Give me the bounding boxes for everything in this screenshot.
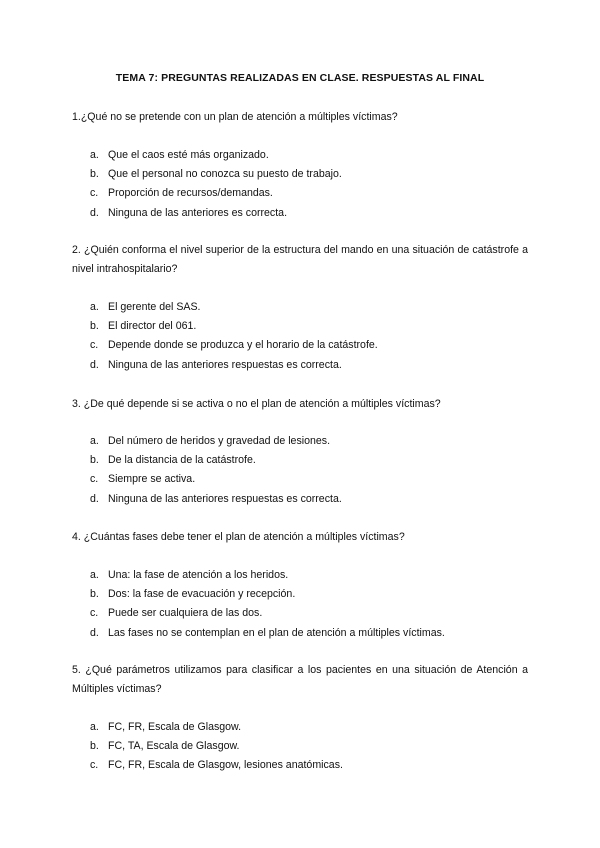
option-marker: c. xyxy=(90,607,99,620)
option-text: De la distancia de la catástrofe. xyxy=(108,454,256,467)
question-4: 4. ¿Cuántas fases debe tener el plan de atención a múltiples víctimas? xyxy=(72,531,405,543)
option-marker: a. xyxy=(90,435,99,447)
option-marker: d. xyxy=(90,206,99,219)
question-2: 2. ¿Quién conforma el nivel superior de la estructura del mando en una situación de catástrofe a nivel intrahospitalario? xyxy=(72,244,528,275)
option-text: Ninguna de las anteriores es correcta. xyxy=(108,206,288,219)
option-text: FC, FR, Escala de Glasgow, lesiones anatómicas. xyxy=(108,759,343,772)
option-marker: d. xyxy=(90,626,99,639)
option-text: Proporción de recursos/demandas. xyxy=(108,187,273,200)
option-text: FC, TA, Escala de Glasgow. xyxy=(108,740,240,753)
option-text: Depende donde se produzca y el horario de la catástrofe. xyxy=(108,339,378,352)
option-marker: b. xyxy=(90,320,99,333)
option-marker: c. xyxy=(90,339,99,352)
question-3: 3. ¿De qué depende si se activa o no el plan de atención a múltiples víctimas? xyxy=(72,398,441,410)
option-marker: a. xyxy=(90,301,99,313)
option-text: Que el personal no conozca su puesto de trabajo. xyxy=(108,168,342,181)
option-marker: b. xyxy=(90,168,99,181)
option-marker: c. xyxy=(90,759,99,772)
question-1: 1.¿Qué no se pretende con un plan de atención a múltiples víctimas? xyxy=(72,111,398,123)
page-title: TEMA 7: PREGUNTAS REALIZADAS EN CLASE. RESPUESTAS AL FINAL xyxy=(115,72,485,84)
option-marker: c. xyxy=(90,187,99,200)
option-marker: a. xyxy=(90,149,99,161)
option-marker: a. xyxy=(90,721,99,733)
option-text: Ninguna de las anteriores respuestas es correcta. xyxy=(108,492,342,505)
option-marker: b. xyxy=(90,454,99,467)
option-text: Ninguna de las anteriores respuestas es correcta. xyxy=(108,358,342,371)
option-marker: d. xyxy=(90,492,99,505)
option-text: Dos: la fase de evacuación y recepción. xyxy=(108,588,296,601)
option-marker: d. xyxy=(90,358,99,371)
question-5: 5. ¿Qué parámetros utilizamos para clasificar a los pacientes en una situación de Atención a Múltiples víctimas? xyxy=(72,664,528,695)
option-text: Del número de heridos y gravedad de lesiones. xyxy=(108,435,331,447)
option-text: El director del 061. xyxy=(108,320,197,333)
option-text: Las fases no se contemplan en el plan de atención a múltiples víctimas. xyxy=(108,626,445,639)
option-text: Una: la fase de atención a los heridos. xyxy=(108,569,289,581)
option-text: Que el caos esté más organizado. xyxy=(108,149,269,161)
option-text: Puede ser cualquiera de las dos. xyxy=(108,607,263,620)
option-text: FC, FR, Escala de Glasgow. xyxy=(108,721,242,733)
option-marker: c. xyxy=(90,473,99,486)
option-marker: b. xyxy=(90,740,99,753)
option-marker: a. xyxy=(90,569,99,581)
option-text: El gerente del SAS. xyxy=(108,301,201,313)
option-marker: b. xyxy=(90,588,99,601)
option-text: Siempre se activa. xyxy=(108,473,196,486)
